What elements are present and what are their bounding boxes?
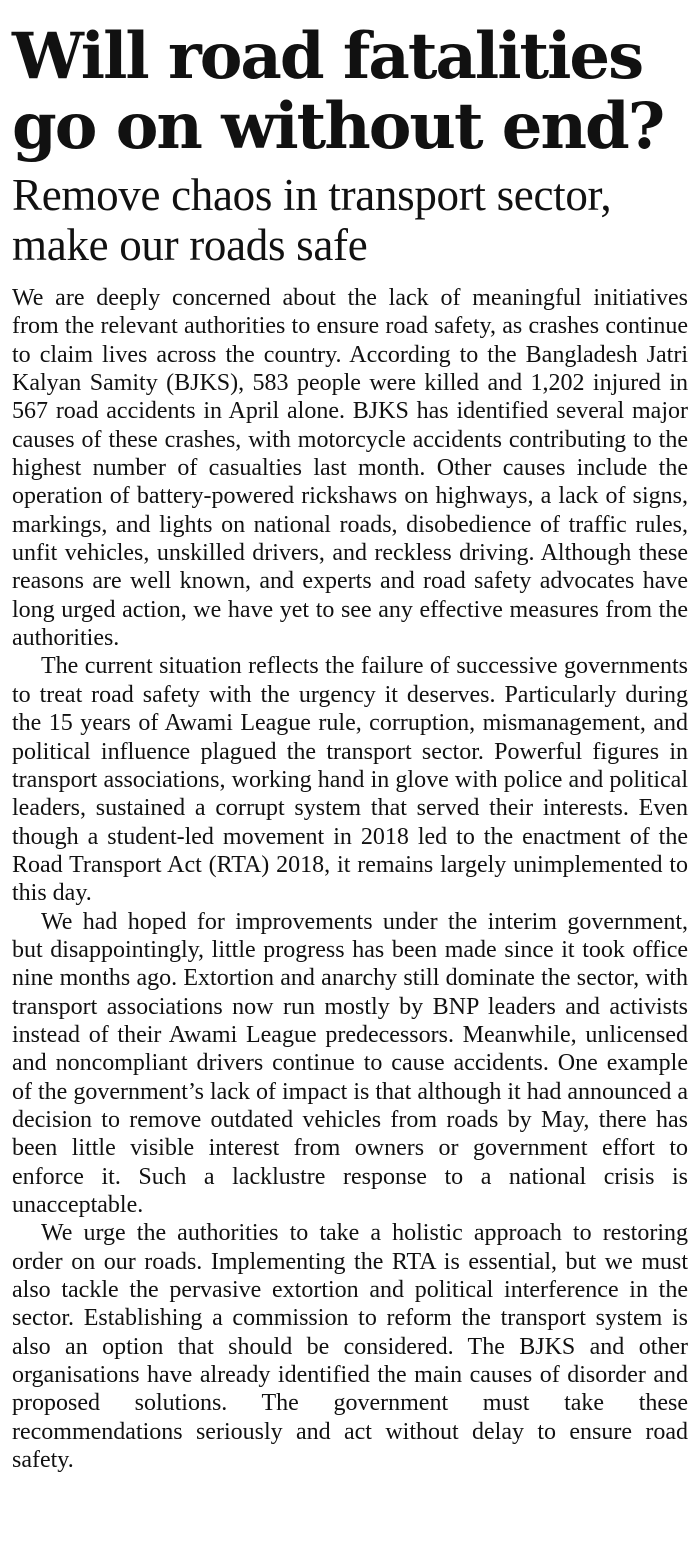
body-paragraph-1: We are deeply concerned about the lack of meaningful initiatives from the relevant authorities to ensure road safety, as crashes continue to claim lives across the country. According to the Bangladesh Jatri Kalyan Samity (BJKS), 583 people were killed and 1,202 injured in 567 road accidents in April alone. BJKS has identified several major causes of these crashes, with motorcycle accidents contributing to the highest number of casualties last month. Other causes include the operation of battery-powered rickshaws on highways, a lack of signs, markings, and lights on national roads, disobedience of traffic rules, unfit vehicles, unskilled drivers, and reckless driving. Although these reasons are well known, and experts and road safety advocates have long urged action, we have yet to see any effective measures from the authorities. [12, 285, 688, 652]
body-paragraph-2: The current situation reflects the failure of successive governments to treat road safety with the urgency it deserves. Particularly during the 15 years of Awami League rule, corruption, mismanagement, and political influence plagued the transport sector. Powerful figures in transport associations, working hand in glove with police and political leaders, sustained a corrupt system that served their interests. Even though a student-led movement in 2018 led to the enactment of the Road Transport Act (RTA) 2018, it remains largely unimplemented to this day. [12, 653, 688, 907]
article-body [12, 284, 688, 1474]
body-paragraph-3: We had hoped for improvements under the interim government, but disappointingly, little progress has been made since it took office nine months ago. Extortion and anarchy still dominate the sector, with transport associations now run mostly by BNP leaders and activists instead of their Awami League predecessors. Meanwhile, unlicensed and noncompliant drivers continue to cause accidents. One example of the government’s lack of impact is that although it had announced a decision to remove outdated vehicles from roads by May, there has been little visible interest from owners or government effort to enforce it. Such a lacklustre response to a national crisis is unacceptable. [12, 908, 688, 1218]
body-paragraph-4: We urge the authorities to take a holistic approach to restoring order on our roads. Implementing the RTA is essential, but we must also tackle the pervasive extortion and political interference in the sector. Establishing a commission to reform the transport system is also an option that should be considered. The BJKS and other organisations have already identified the main causes of disorder and proposed solutions. The government must take these recommendations seriously and act without delay to ensure road safety. [12, 1220, 688, 1474]
subheadline: Remove chaos in transport sector, make our roads safe [12, 170, 612, 270]
headline: Will road fatalities go on without end? [12, 19, 664, 164]
